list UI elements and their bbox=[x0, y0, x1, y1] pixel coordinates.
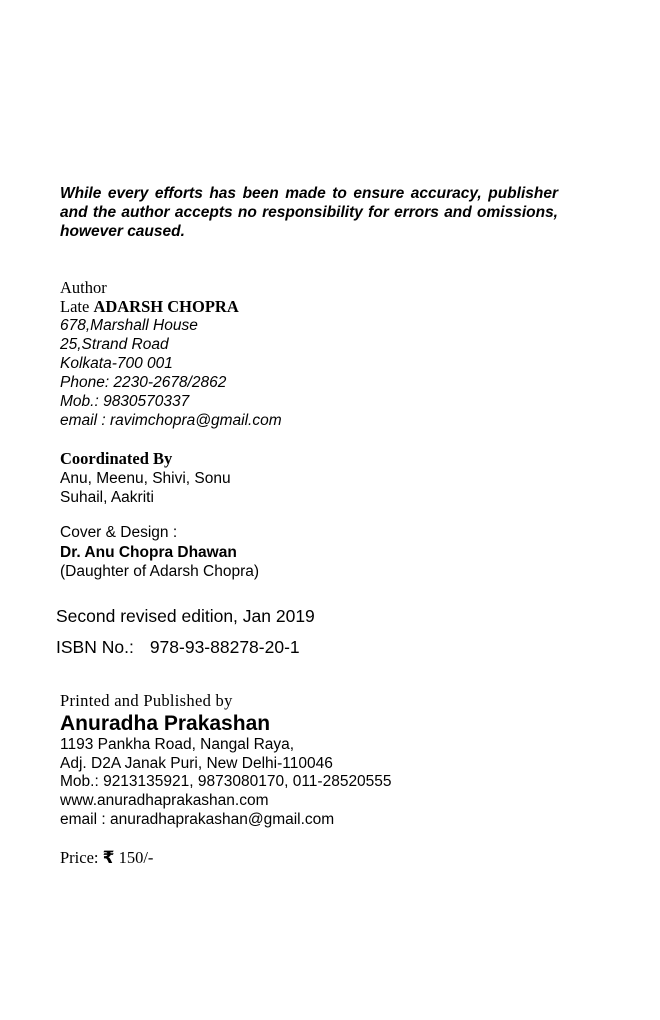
author-email: email : ravimchopra@gmail.com bbox=[60, 412, 282, 429]
disclaimer-text: While every efforts has been made to ensure accuracy, publisher and the author accepts no responsibility for errors and omissions, however caused. bbox=[60, 185, 558, 240]
coordinator-names: Anu, Meenu, Shivi, Sonu bbox=[60, 469, 231, 487]
author-name: ADARSH CHOPRA bbox=[93, 297, 239, 316]
author-address-line: Kolkata-700 001 bbox=[60, 355, 173, 372]
author-phone: Phone: 2230-2678/2862 bbox=[60, 374, 227, 391]
author-prefix: Late bbox=[60, 297, 90, 316]
cover-designer: Dr. Anu Chopra Dhawan bbox=[60, 543, 237, 561]
rupee-icon: ₹ bbox=[102, 848, 115, 868]
cover-design-section bbox=[60, 523, 259, 582]
coordinator-names: Suhail, Aakriti bbox=[60, 489, 154, 506]
author-section bbox=[60, 278, 282, 430]
isbn-info bbox=[56, 636, 300, 658]
publisher-phone: Mob.: 9213135921, 9873080170, 011-28520555 bbox=[60, 773, 392, 791]
author-address-line: 678,Marshall House bbox=[60, 317, 198, 334]
publisher-address-line: Adj. D2A Janak Puri, New Delhi-110046 bbox=[60, 754, 333, 772]
author-mobile: Mob.: 9830570337 bbox=[60, 393, 190, 410]
publisher-website: www.anuradhaprakashan.com bbox=[60, 792, 269, 810]
edition-info: Second revised edition, Jan 2019 bbox=[56, 606, 315, 626]
price-amount: 150/- bbox=[118, 848, 154, 867]
publisher-address-line: 1193 Pankha Road, Nangal Raya, bbox=[60, 736, 295, 753]
isbn-label: ISBN No.: bbox=[56, 637, 134, 657]
author-name-line bbox=[60, 297, 282, 316]
cover-designer-note: (Daughter of Adarsh Chopra) bbox=[60, 563, 260, 580]
isbn-value: 978-93-88278-20-1 bbox=[149, 637, 300, 657]
publisher-heading: Printed and Published by bbox=[60, 691, 233, 710]
cover-label: Cover & Design : bbox=[60, 524, 178, 541]
price-label: Price: bbox=[60, 848, 99, 867]
author-heading: Author bbox=[60, 278, 107, 297]
publisher-name: Anuradha Prakashan bbox=[60, 712, 271, 735]
price-info bbox=[60, 847, 153, 869]
author-address-line: 25,Strand Road bbox=[60, 336, 169, 353]
coordinated-section bbox=[60, 449, 231, 508]
publisher-email: email : anuradhaprakashan@gmail.com bbox=[60, 810, 335, 828]
publisher-section bbox=[60, 690, 392, 830]
coordinated-heading: Coordinated By bbox=[60, 449, 173, 468]
